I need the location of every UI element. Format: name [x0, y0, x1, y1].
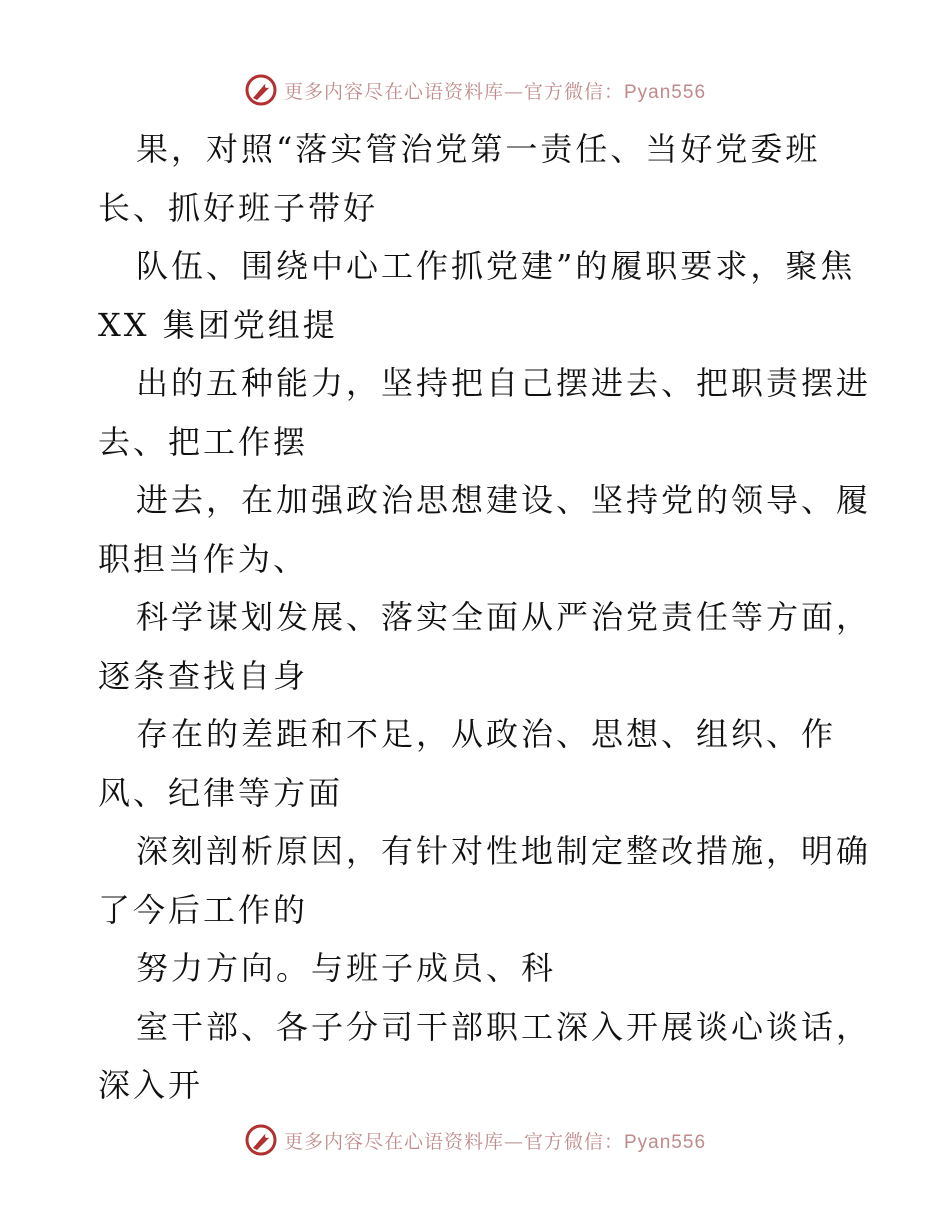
watermark-separator: —: [504, 1130, 524, 1153]
text-line: 室干部、各子分司干部职工深入开展谈心谈话，: [136, 1007, 872, 1046]
text-line: 了今后工作的: [98, 890, 309, 929]
watermark-contact: 官方微信：Pyan556: [524, 81, 707, 103]
text-line: XX 集团党组提: [98, 305, 338, 344]
footer-watermark: [0, 1120, 950, 1160]
text-line: 努力方向。与班子成员、科: [136, 949, 557, 987]
text-line: 逐条查找自身: [98, 656, 309, 695]
text-line: 科学谋划发展、落实全面从严治党责任等方面，: [136, 598, 872, 636]
text-line: 深刻剖析原因，有针对性地制定整改措施，明确: [136, 832, 872, 870]
watermark-text: 更多内容尽在心语资料库: [283, 1130, 504, 1153]
pen-nib-circle-icon: [244, 73, 278, 107]
text-line: 出的五种能力，坚持把自己摆进去、把职责摆进: [136, 364, 872, 402]
watermark-contact: 官方微信：Pyan556: [524, 1131, 707, 1153]
text-line: 去、把工作摆: [98, 422, 309, 461]
header-watermark: [0, 70, 950, 110]
watermark-text: 更多内容尽在心语资料库: [283, 80, 504, 103]
text-line: 长、抓好班子带好: [98, 188, 379, 227]
watermark-separator: —: [504, 80, 524, 103]
text-line: 存在的差距和不足，从政治、思想、组织、作: [136, 715, 837, 753]
text-line: 队伍、围绕中心工作抓党建”的履职要求，聚焦: [136, 247, 856, 285]
text-line: 进去，在加强政治思想建设、坚持党的领导、履: [136, 481, 872, 519]
document-body: [98, 120, 872, 1115]
text-line: 深入开: [98, 1066, 204, 1104]
pen-nib-circle-icon: [244, 1123, 278, 1157]
text-line: 果，对照“落实管治党第一责任、当好党委班: [136, 130, 821, 168]
text-line: 风、纪律等方面: [98, 773, 344, 812]
text-line: 职担当作为、: [98, 539, 309, 578]
